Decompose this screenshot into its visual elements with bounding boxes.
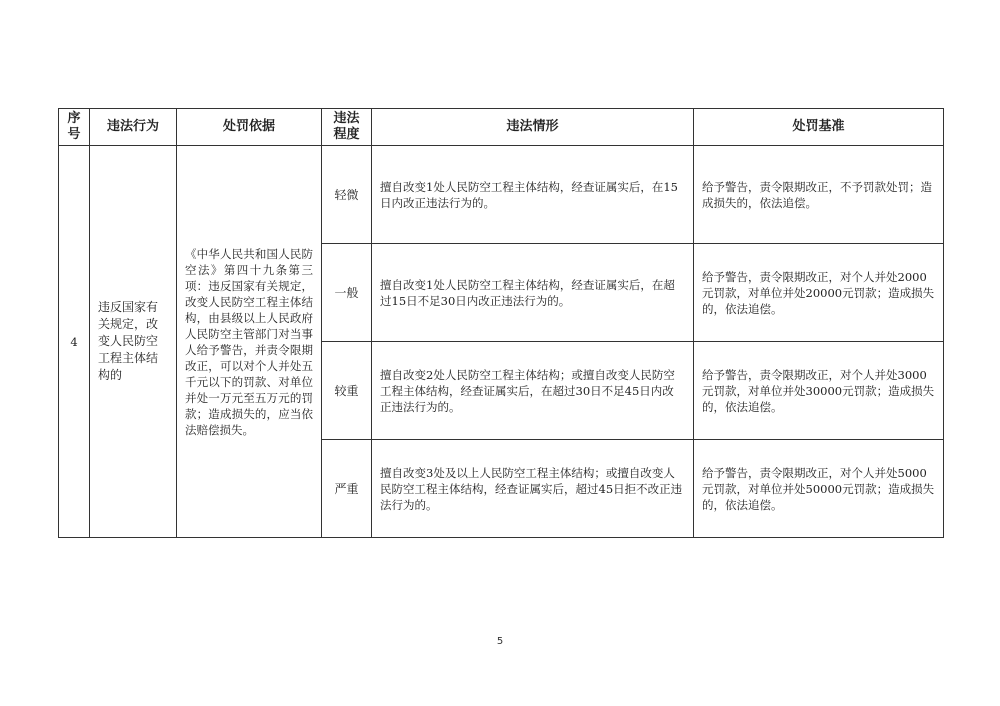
level-situation: 擅自改变1处人民防空工程主体结构，经查证属实后，在超过15日不足30日内改正违法行为的。 [372,244,694,342]
table-header-row [59,109,944,146]
header-standard: 处罚基准 [694,109,944,146]
item-basis: 《中华人民共和国人民防空法》第四十九条第三项：违反国家有关规定，改变人民防空工程主体结构，由县级以上人民政府人民防空主管部门对当事人给予警告，并责令限期改正，可以对个人并处五千元以下的罚款、对单位并处一万元至五万元的罚款；造成损失的，应当依法赔偿损失。 [177,146,322,538]
level-standard: 给予警告，责令限期改正，对个人并处2000元罚款，对单位并处20000元罚款；造成损失的，依法追偿。 [694,244,944,342]
level-situation: 擅自改变1处人民防空工程主体结构，经查证属实后，在15日内改正违法行为的。 [372,146,694,244]
level-standard: 给予警告，责令限期改正，对个人并处3000元罚款，对单位并处30000元罚款；造成损失的，依法追偿。 [694,342,944,440]
page-number: 5 [496,636,504,647]
header-act: 违法行为 [90,109,177,146]
item-seq: 4 [59,146,90,538]
header-seq: 序号 [59,109,90,146]
table-row [59,146,944,244]
item-act: 违反国家有关规定，改变人民防空工程主体结构的 [90,146,177,538]
header-situation: 违法情形 [372,109,694,146]
penalty-standard-table [58,108,944,538]
level-standard: 给予警告，责令限期改正，对个人并处5000元罚款，对单位并处50000元罚款；造成损失的，依法追偿。 [694,440,944,538]
level-label: 一般 [322,244,372,342]
level-label: 较重 [322,342,372,440]
level-standard: 给予警告，责令限期改正，不予罚款处罚；造成损失的，依法追偿。 [694,146,944,244]
header-level: 违法程度 [322,109,372,146]
level-label: 严重 [322,440,372,538]
level-label: 轻微 [322,146,372,244]
header-basis: 处罚依据 [177,109,322,146]
level-situation: 擅自改变3处及以上人民防空工程主体结构；或擅自改变人民防空工程主体结构，经查证属实后，超过45日拒不改正违法行为的。 [372,440,694,538]
level-situation: 擅自改变2处人民防空工程主体结构；或擅自改变人民防空工程主体结构，经查证属实后，在超过30日不足45日内改正违法行为的。 [372,342,694,440]
